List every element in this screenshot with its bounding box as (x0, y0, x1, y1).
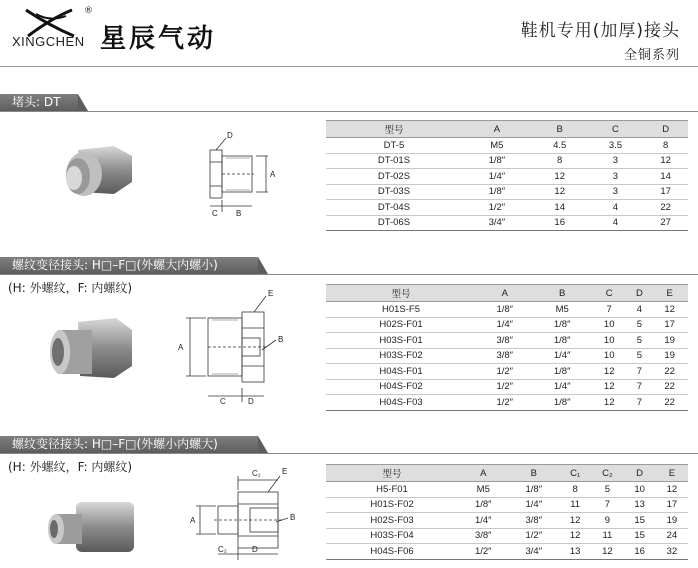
table-cell: 10 (624, 482, 656, 498)
table-row (326, 482, 688, 498)
table-cell: H04S-F06 (326, 544, 458, 560)
column-header: E (651, 285, 688, 302)
table-row (326, 395, 688, 411)
table-cell: 12 (651, 302, 688, 318)
column-header: C (591, 285, 628, 302)
table-cell: 11 (591, 528, 623, 544)
table-cell: 1/8″ (458, 497, 509, 513)
table-cell: 12 (559, 513, 591, 529)
table-row (326, 528, 688, 544)
table-row (326, 348, 688, 364)
table-cell: 3/4″ (462, 215, 532, 231)
column-header: D (624, 465, 656, 482)
table-row (326, 364, 688, 380)
table-cell: 1/4″ (462, 169, 532, 185)
drawing-label: D (252, 545, 258, 554)
drawing-label: C₂ (218, 545, 227, 554)
table-cell: DT-06S (326, 215, 462, 231)
table-cell: 4 (588, 215, 644, 231)
table-cell: H02S-F03 (326, 513, 458, 529)
table-cell: M5 (462, 138, 532, 154)
table-cell: 8 (559, 482, 591, 498)
column-header: D (643, 121, 688, 138)
table-cell: DT-01S (326, 153, 462, 169)
table-row (326, 379, 688, 395)
table-cell: 8 (532, 153, 588, 169)
table-cell: 1/4″ (458, 513, 509, 529)
table-row (326, 215, 688, 231)
table-cell: 27 (643, 215, 688, 231)
table-cell: 12 (591, 544, 623, 560)
table-cell: 1/2″ (462, 200, 532, 216)
section-divider (0, 274, 698, 275)
table-cell: 15 (624, 513, 656, 529)
table-cell: 1/4″ (533, 379, 590, 395)
table-cell: 1/8″ (533, 395, 590, 411)
drawing-label: C₁ (252, 469, 261, 478)
spec-table-dt (326, 120, 688, 231)
plug-photo (58, 142, 136, 204)
table-cell: 4.5 (532, 138, 588, 154)
table-cell: 14 (643, 169, 688, 185)
table-cell: 13 (559, 544, 591, 560)
thread-note: (H: 外螺纹，F: 内螺纹) (8, 281, 133, 295)
table-cell: 1/8″ (462, 184, 532, 200)
table-cell: 16 (624, 544, 656, 560)
header-divider (0, 66, 698, 67)
table-cell: 32 (656, 544, 688, 560)
table-cell: 17 (656, 497, 688, 513)
drawing-label: E (268, 289, 274, 298)
table-header-row (326, 121, 688, 138)
table-cell: 5 (628, 317, 652, 333)
column-header: E (656, 465, 688, 482)
table-row (326, 333, 688, 349)
table-cell: 1/8″ (533, 333, 590, 349)
table-cell: 10 (591, 348, 628, 364)
table-row (326, 138, 688, 154)
table-cell: 1/4″ (509, 497, 560, 513)
column-header: C₁ (559, 465, 591, 482)
table-row (326, 302, 688, 318)
table-cell: H04S-F02 (326, 379, 476, 395)
table-row (326, 317, 688, 333)
table-body (326, 302, 688, 411)
table-header-row (326, 465, 688, 482)
table-header-row (326, 285, 688, 302)
table-cell: 3 (588, 169, 644, 185)
table-cell: 1/8″ (533, 364, 590, 380)
table-cell: 12 (591, 379, 628, 395)
column-header: 型号 (326, 121, 462, 138)
column-header: B (532, 121, 588, 138)
section-divider (0, 111, 698, 112)
table-cell: 3/4″ (509, 544, 560, 560)
table-cell: H02S-F01 (326, 317, 476, 333)
table-cell: 1/8″ (476, 302, 533, 318)
table-cell: 5 (628, 333, 652, 349)
table-cell: DT-04S (326, 200, 462, 216)
table-cell: DT-02S (326, 169, 462, 185)
column-header: D (628, 285, 652, 302)
table-cell: 1/2″ (509, 528, 560, 544)
reducer-photo (48, 318, 132, 388)
table-cell: H03S-F01 (326, 333, 476, 349)
table-cell: 7 (628, 379, 652, 395)
table-cell: 9 (591, 513, 623, 529)
table-cell: 1/4″ (533, 348, 590, 364)
logo-text: XINGCHEN (12, 34, 85, 49)
table-cell: 11 (559, 497, 591, 513)
section-divider (0, 453, 698, 454)
spec-table-reducer-small (326, 464, 688, 560)
plug-drawing (196, 128, 296, 220)
drawing-label: E (282, 467, 288, 476)
table-cell: 17 (643, 184, 688, 200)
table-cell: 3/8″ (458, 528, 509, 544)
column-header: A (476, 285, 533, 302)
table-cell: DT-03S (326, 184, 462, 200)
table-cell: 1/2″ (458, 544, 509, 560)
table-cell: 10 (591, 317, 628, 333)
table-row (326, 184, 688, 200)
table-body (326, 482, 688, 560)
table-cell: 3 (588, 184, 644, 200)
table-cell: 22 (651, 395, 688, 411)
table-cell: 3/8″ (476, 348, 533, 364)
table-cell: 12 (532, 184, 588, 200)
table-cell: 1/2″ (476, 364, 533, 380)
table-cell: 1/8″ (533, 317, 590, 333)
table-cell: 19 (656, 513, 688, 529)
table-cell: 4 (588, 200, 644, 216)
table-cell: 3 (588, 153, 644, 169)
drawing-label: B (290, 513, 296, 522)
table-cell: 12 (591, 395, 628, 411)
spec-table-reducer-large (326, 284, 688, 411)
table-row (326, 544, 688, 560)
drawing-label: C (212, 209, 218, 218)
table-cell: 4 (628, 302, 652, 318)
column-header: C (588, 121, 644, 138)
category-subtitle: 全铜系列 (623, 48, 680, 63)
table-cell: 1/8″ (509, 482, 560, 498)
table-cell: 3.5 (588, 138, 644, 154)
table-cell: 22 (651, 364, 688, 380)
table-row (326, 153, 688, 169)
table-cell: 12 (643, 153, 688, 169)
drawing-label: B (278, 335, 284, 344)
column-header: B (533, 285, 590, 302)
column-header: A (462, 121, 532, 138)
column-header: 型号 (326, 465, 458, 482)
drawing-label: A (178, 343, 184, 352)
table-cell: 1/2″ (476, 395, 533, 411)
table-cell: 7 (591, 497, 623, 513)
table-cell: 10 (591, 333, 628, 349)
reducer-drawing (168, 288, 288, 408)
table-cell: 12 (656, 482, 688, 498)
section-title-reducer-small: 螺纹变径接头: H□–F□(外螺小内螺大) (0, 436, 258, 453)
column-header: B (509, 465, 560, 482)
brand-name: 星辰气动 (100, 24, 217, 54)
table-cell: 22 (643, 200, 688, 216)
table-cell: 12 (559, 528, 591, 544)
table-cell: 1/2″ (476, 379, 533, 395)
category-title: 鞋机专用(加厚)接头 (520, 21, 680, 41)
table-cell: 12 (532, 169, 588, 185)
table-row (326, 200, 688, 216)
column-header: 型号 (326, 285, 476, 302)
table-row (326, 169, 688, 185)
table-cell: H5-F01 (326, 482, 458, 498)
table-cell: 17 (651, 317, 688, 333)
table-cell: 1/4″ (476, 317, 533, 333)
column-header: A (458, 465, 509, 482)
drawing-label: D (248, 397, 254, 406)
table-cell: 16 (532, 215, 588, 231)
section-title-reducer-large: 螺纹变径接头: H□–F□(外螺大内螺小) (0, 257, 258, 274)
thread-note: (H: 外螺纹，F: 内螺纹) (8, 460, 133, 474)
table-cell: 1/8″ (462, 153, 532, 169)
table-cell: M5 (533, 302, 590, 318)
table-row (326, 513, 688, 529)
drawing-label: D (227, 131, 233, 140)
drawing-label: C (220, 397, 226, 406)
drawing-label: B (236, 209, 242, 218)
table-row (326, 497, 688, 513)
table-cell: 3/8″ (509, 513, 560, 529)
table-cell: H04S-F03 (326, 395, 476, 411)
table-cell: 5 (591, 482, 623, 498)
table-cell: 7 (591, 302, 628, 318)
reducer-small-drawing (188, 462, 300, 562)
table-cell: 19 (651, 333, 688, 349)
reducer-small-photo (42, 498, 138, 558)
table-cell: H04S-F01 (326, 364, 476, 380)
table-cell: 15 (624, 528, 656, 544)
table-cell: DT-5 (326, 138, 462, 154)
table-cell: 12 (591, 364, 628, 380)
table-cell: 13 (624, 497, 656, 513)
column-header: C₂ (591, 465, 623, 482)
table-cell: 3/8″ (476, 333, 533, 349)
table-cell: 7 (628, 364, 652, 380)
table-cell: H01S-F02 (326, 497, 458, 513)
table-cell: 19 (651, 348, 688, 364)
table-cell: M5 (458, 482, 509, 498)
table-cell: H03S-F02 (326, 348, 476, 364)
table-cell: 22 (651, 379, 688, 395)
drawing-label: A (190, 516, 196, 525)
section-title-dt: 堵头: DT (0, 94, 78, 111)
drawing-label: A (270, 170, 276, 179)
table-cell: H01S-F5 (326, 302, 476, 318)
table-cell: 5 (628, 348, 652, 364)
table-cell: 7 (628, 395, 652, 411)
table-body (326, 138, 688, 231)
table-cell: 24 (656, 528, 688, 544)
table-cell: 14 (532, 200, 588, 216)
registered-mark: ® (84, 6, 93, 16)
table-cell: 8 (643, 138, 688, 154)
table-cell: H03S-F04 (326, 528, 458, 544)
